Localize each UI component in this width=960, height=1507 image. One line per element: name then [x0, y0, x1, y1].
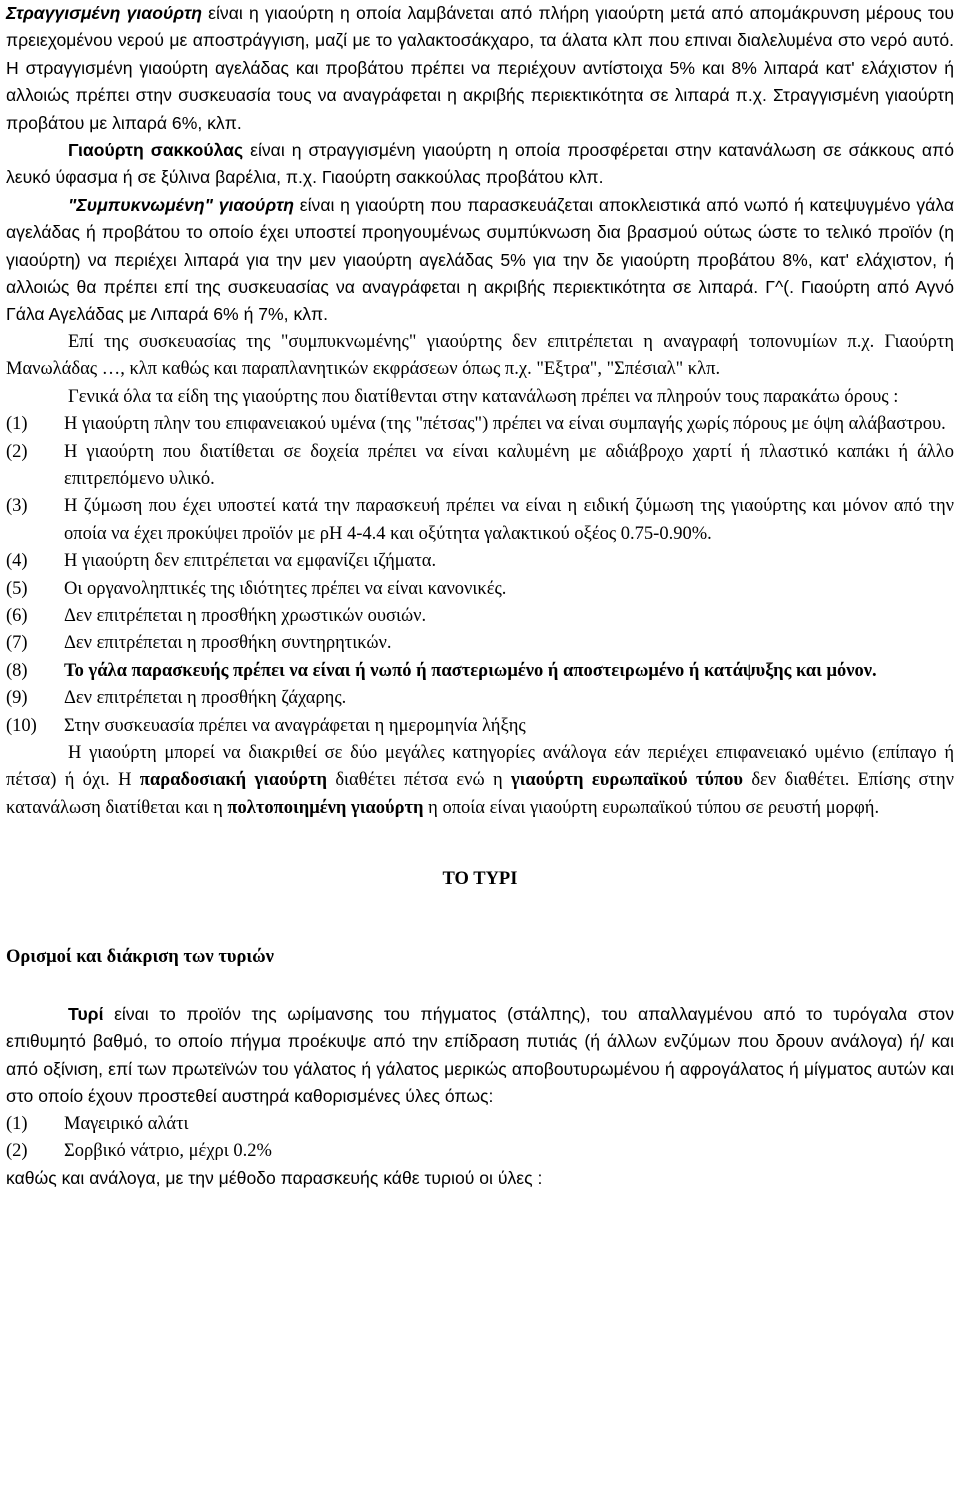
paragraph-text: διαθέτει πέτσα ενώ η	[327, 770, 512, 791]
term-condensed-yogurt: "Συμπυκνωμένη" γιαούρτη	[68, 194, 295, 215]
term-european-yogurt: γιαούρτη ευρωπαϊκού τύπου	[511, 770, 743, 791]
paragraph-text: Επί της συσκευασίας της "συμπυκνωμένης" γιαούρτης δεν επιτρέπεται η αναγραφή τοπονυμίων π.χ. Γιαούρτη Μανωλάδας …, κλπ καθώς και παραπλανητικών εκφράσεων όπως π.χ. "Εξτρα", "Σπέσιαλ" κλπ.	[6, 331, 954, 380]
list-item-number: (3)	[6, 496, 28, 517]
list-item	[6, 411, 954, 438]
paragraph-strained-yogurt	[6, 0, 954, 137]
list-item-text: Σορβικό νάτριο, μέχρι 0.2%	[64, 1141, 272, 1162]
list-item-text: Μαγειρικό αλάτι	[64, 1113, 189, 1134]
paragraph-packaging-rules	[6, 329, 954, 384]
list-item-number: (7)	[6, 633, 28, 654]
list-item	[6, 658, 954, 685]
list-item	[6, 630, 954, 657]
materials-list	[6, 1111, 954, 1166]
list-item-number: (4)	[6, 551, 28, 572]
term-strained-yogurt: Στραγγισμένη γιαούρτη	[6, 3, 202, 23]
list-item	[6, 576, 954, 603]
paragraph-text: καθώς και ανάλογα, με την μέθοδο παρασκευής κάθε τυριού οι ύλες :	[6, 1168, 543, 1189]
list-item	[6, 713, 954, 740]
list-item-number: (2)	[6, 441, 28, 462]
list-item-number: (6)	[6, 605, 28, 626]
paragraph-yogurt-categories	[6, 740, 954, 822]
term-bag-yogurt: Γιαούρτη σακκούλας	[68, 140, 244, 161]
paragraph-text: Γενικά όλα τα είδη της γιαούρτης που διατίθενται στην κατανάλωση πρέπει να πληρούν τους παρακάτω όρους :	[68, 386, 899, 407]
list-item-text: Στην συσκευασία πρέπει να αναγράφεται η ημερομηνία λήξης	[64, 715, 526, 736]
paragraph-text: είναι η γιαούρτη η οποία λαμβάνεται από πλήρη γιαούρτη μετά από απομάκρυνση μέρους του πρειεχομένου νερού με αποστράγγιση, μαζί με το γαλακτοσάκχαρο, τα άλατα κλπ που επιναι διαλελυμένα στο νερό αυτό.	[6, 3, 955, 51]
list-item	[6, 493, 954, 548]
list-item-text: Δεν επιτρέπεται η προσθήκη ζάχαρης.	[64, 688, 347, 709]
list-item-text: Η γιαούρτη πλην του επιφανειακού υμένα (της "πέτσας") πρέπει να είναι συμπαγής χωρίς πόρους με όψη αλάβαστρου.	[64, 414, 946, 435]
list-item-number: (1)	[6, 1113, 28, 1134]
list-item	[6, 685, 954, 712]
list-item	[6, 548, 954, 575]
list-item-number: (1)	[6, 414, 28, 435]
list-item-text: Η γιαούρτη δεν επιτρέπεται να εμφανίζει ιζήματα.	[64, 551, 437, 572]
paragraph-text: Η γιαούρτη μπορεί να διακριθεί σε δύο μεγάλες κατηγορίες ανάλογα εάν περιέχει επιφανειακό υμένιο (επίπαγο ή πέτσα) ή όχι. Η	[6, 742, 954, 791]
paragraph-text: είναι το προϊόν της ωρίμανσης του πήγματος (στάλπης), του απαλλαγμένου από το τυρόγαλα στον επιθυμητό βαθμό, το οποίο πήγμα προέκυψε από την επίδραση πυτιάς (ή άλλων ενζύμων που δρουν ανάλογα) ή/ και από οξίνιση, επί των πρωτεϊνών του γάλατος ή γάλατος μερικώς αποβουτυρωμένου ή αφρογάλατος ή μίγματος αυτών και στο οποίο έχουν προστεθεί αυστηρά καθορισμένες ύλες όπως:	[6, 1004, 954, 1107]
paragraph-bag-yogurt	[6, 137, 954, 192]
paragraph-cheese-definition	[6, 1001, 954, 1111]
list-item-text: Η ζύμωση που έχει υποστεί κατά την παρασκευή πρέπει να είναι η ειδική ζύμωση της γιαούρτης και μόνον από την οποία να έχει προκύψει προϊόν με ρΗ 4-4.4 και οξύτητα γαλακτικού οξέος 0.75-0.90%.	[64, 496, 954, 544]
paragraph-condensed-yogurt	[6, 192, 954, 329]
list-item-number: (5)	[6, 578, 28, 599]
paragraph-text: δεν διαθέτει. Επίσης στην κατανάλωση διατίθεται και η	[6, 770, 954, 818]
paragraph-text: είναι η γιαούρτη που παρασκευάζεται αποκλειστικά από νωπό ή κατεψυγμένο γάλα αγελάδας ή προβάτου το οποίο έχει υποστεί προηγουμένως συμπύκνωση δια βρασμού ούτως ώστε το τελικό προϊόν (η γιαούρτη) να περιέχει λιπαρά για την μεν γιαούρτη αγελάδας 5% για την δε γιαούρτη προβάτου 8%, κατ' ελάχιστον, ή αλλοιώς θα πρέπει επί της συσκευασίας να αναγράφεται η ακριβής περιεκτικότητα σε λιπαρά. Γ^(. Γιαούρτη από Αγνό Γάλα Αγελάδας με Λιπαρά 6% ή 7%, κλπ.	[6, 194, 954, 325]
term-cheese: Τυρί	[68, 1004, 104, 1024]
list-item-number: (9)	[6, 688, 28, 709]
list-item-number: (10)	[6, 715, 37, 736]
list-item	[6, 603, 954, 630]
paragraph-text: η οποία είναι γιαούρτη ευρωπαϊκού τύπου σε ρευστή μορφή.	[423, 797, 880, 818]
list-item-text: Δεν επιτρέπεται η προσθήκη συντηρητικών.	[64, 633, 392, 654]
list-item-number: (2)	[6, 1141, 28, 1162]
list-item-text: Η γιαούρτη που διατίθεται σε δοχεία πρέπει να είναι καλυμένη με αδιάβροχο χαρτί ή πλαστικό καπάκι ή άλλο επιτρεπόμενο υλικό.	[64, 441, 954, 489]
list-item	[6, 1111, 954, 1138]
list-item-text: Οι οργανοληπτικές της ιδιότητες πρέπει να είναι κανονικές.	[64, 578, 507, 599]
paragraph-other-materials	[6, 1165, 954, 1192]
term-traditional-yogurt: παραδοσιακή γιαούρτη	[139, 770, 328, 791]
paragraph-text: Η στραγγισμένη γιαούρτη αγελάδας και προβάτου πρέπει να περιέχουν αντίστοιχα 5% και 8% λιπαρά κατ' ελάχιστον ή αλλοιώς πρέπει στην συσκευασία τους να αναγράφεται η ακριβής περιεκτικότητα σε λιπαρά π.χ. Στραγγισμένη γιαούρτη προβάτου με λιπαρά 6%, κλπ.	[6, 57, 954, 133]
section-heading-cheese: ΤΟ ΤΥΡΙ	[442, 869, 518, 890]
list-item-number: (8)	[6, 660, 28, 681]
subsection-heading-definitions: Ορισμοί και διάκριση των τυριών	[6, 946, 274, 967]
list-item-text: Το γάλα παρασκευής πρέπει να είναι ή νωπό ή παστεριωμένο ή αποστειρωμένο ή κατάψυξης και μόνον.	[64, 660, 877, 681]
list-item-text: Δεν επιτρέπεται η προσθήκη χρωστικών ουσιών.	[64, 605, 427, 626]
conditions-list	[6, 411, 954, 740]
term-pulped-yogurt: πολτοποιημένη γιαούρτη	[227, 797, 424, 818]
list-item	[6, 439, 954, 494]
paragraph-text: είναι η στραγγισμένη γιαούρτη η οποία προσφέρεται στην κατανάλωση σε σάκκους από λευκό ύφασμα ή σε ξύλινα βαρέλια, π.χ. Γιαούρτη σακκούλας προβάτου κλπ.	[6, 140, 954, 188]
list-item	[6, 1138, 954, 1165]
paragraph-general-conditions	[6, 384, 954, 411]
